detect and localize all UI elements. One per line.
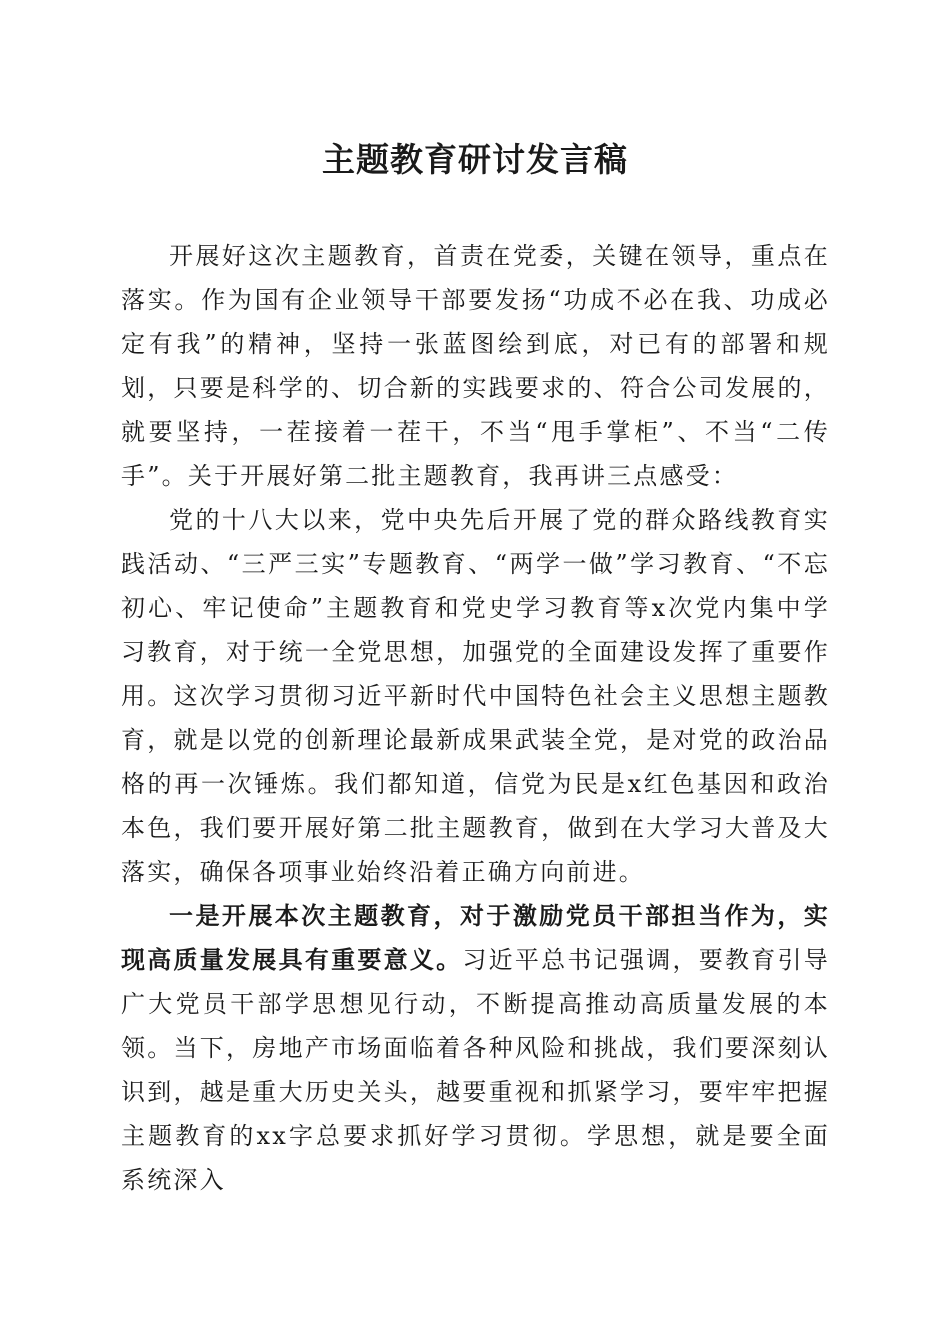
paragraph-2: [121, 498, 830, 894]
paragraph-1: [121, 234, 830, 498]
paragraph-3: [121, 894, 830, 1202]
paragraph-3-text: 习近平总书记强调，要教育引导广大党员干部学思想见行动，不断提高推动高质量发展的本领。当下，房地产市场面临着各种风险和挑战，我们要深刻认识到，越是重大历史关头，越要重视和抓紧学习，要牢牢把握主题教育的xx字总要求抓好学习贯彻。学思想，就是要全面系统深入: [121, 946, 830, 1194]
document-body: [121, 234, 830, 1202]
paragraph-2-text: 党的十八大以来，党中央先后开展了党的群众路线教育实践活动、“三严三实”专题教育、“两学一做”学习教育、“不忘初心、牢记使命”主题教育和党史学习教育等x次党内集中学习教育，对于统一全党思想，加强党的全面建设发挥了重要作用。这次学习贯彻习近平新时代中国特色社会主义思想主题教育，就是以党的创新理论最新成果武装全党，是对党的政治品格的再一次锤炼。我们都知道，信党为民是x红色基因和政治本色，我们要开展好第二批主题教育，做到在大学习大普及大落实，确保各项事业始终沿着正确方向前进。: [121, 506, 830, 886]
paragraph-3-lead: 一是开展本次主题教育，对于激励党员干部担当作为，实现高质量发展具有重要意义。: [121, 901, 830, 974]
document-title: 主题教育研讨发言稿: [322, 140, 628, 179]
paragraph-1-text: 开展好这次主题教育，首责在党委，关键在领导，重点在落实。作为国有企业领导干部要发扬“功成不必在我、功成必定有我”的精神，坚持一张蓝图绘到底，对已有的部署和规划，只要是科学的、切合新的实践要求的、符合公司发展的，就要坚持，一茬接着一茬干，不当“甩手掌柜”、不当“二传手”。关于开展好第二批主题教育，我再讲三点感受：: [121, 242, 830, 490]
